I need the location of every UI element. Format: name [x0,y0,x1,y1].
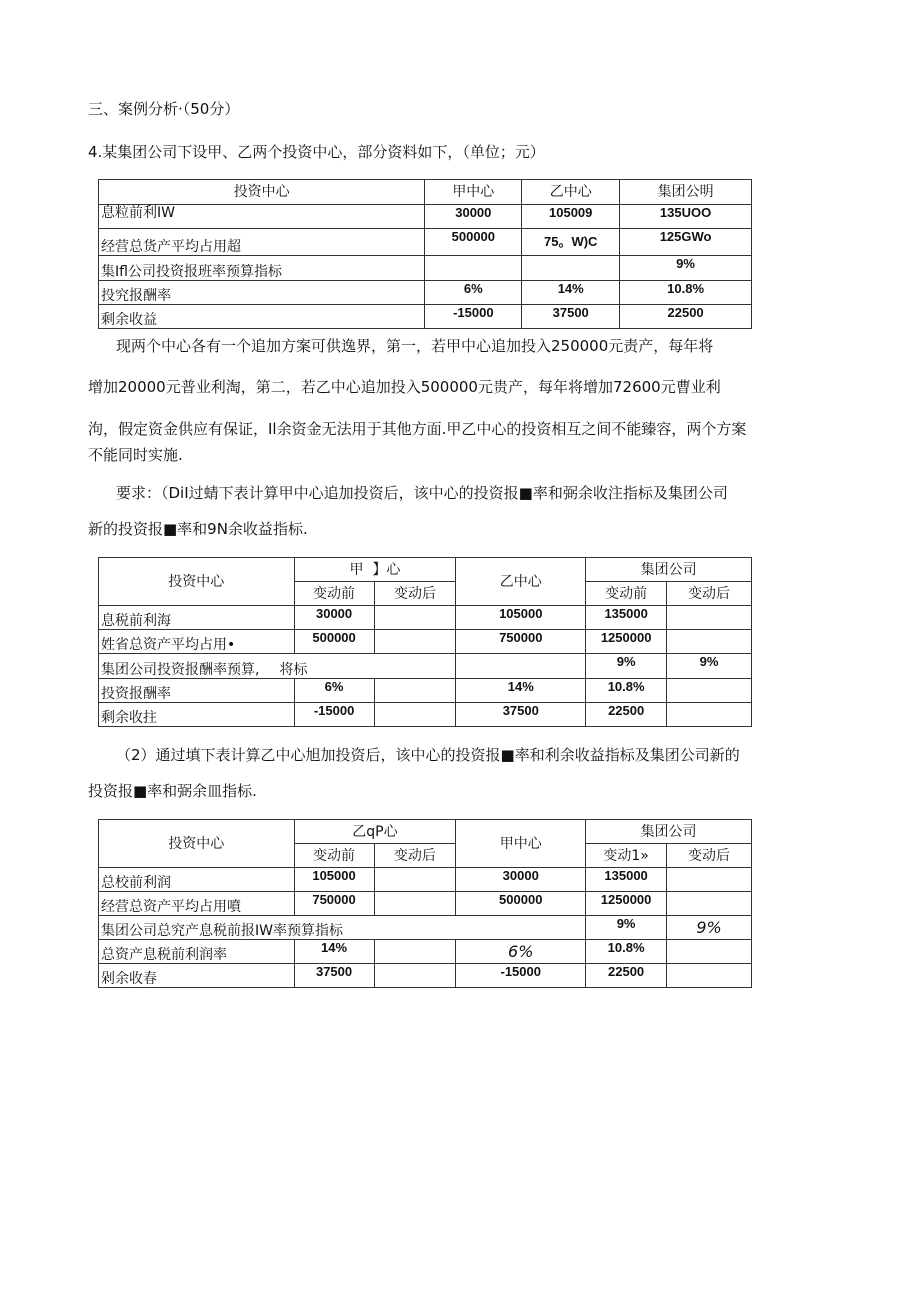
question-intro: 4.某集团公司下设甲、乙两个投资中心，部分资料如下，（单位；元） [88,143,545,161]
row-label: 投资报酬率 [99,679,295,703]
row-label: 剩余收益 [99,305,425,329]
header-cell: 投资中心 [99,180,425,205]
header-cell: 变动后 [667,844,752,868]
table-cell [425,256,522,281]
header-cell [294,558,456,582]
table-row [99,205,752,229]
table-cell: 30000 [425,205,522,229]
table-yi-investment [98,819,752,988]
header-cell: 集团公明 [620,180,752,205]
section-title: 三、案例分析·（50分） [88,100,240,118]
header-cell: 变动后 [374,844,456,868]
table-cell: 125GWo [620,229,752,256]
paragraph-line: 现两个中心各有一个追加方案可供逸界，第一，若甲中心追加投入250000元责产，每年将 [116,337,714,355]
table-cell [667,964,752,988]
table-row [99,703,752,727]
table-row [99,892,752,916]
table-header-row [99,180,752,205]
header-cell: 集团公司 [586,558,752,582]
requirement-line: 要求：（DiI过蜻下表计算甲中心追加投资后，该中心的投资报■率和弼余收注指标及集团公司 [116,484,728,502]
table-cell: 1250000 [586,892,667,916]
header-cell: 变动前 [294,582,374,606]
header-cell: 变动1» [586,844,667,868]
table-cell: 9% [586,916,667,940]
table-cell: 37500 [522,305,620,329]
table-cell: 135000 [586,606,667,630]
table-cell: 105000 [456,606,586,630]
table-cell: 10.8% [620,281,752,305]
row-label: 总校前利润 [99,868,295,892]
header-cell: 投资中心 [99,558,295,606]
table-cell [667,940,752,964]
table-cell [374,679,456,703]
requirement-line: （2）通过填下表计算乙中心旭加投资后，该中心的投资报■率和利余收益指标及集团公司新的 [116,746,740,764]
header-cell: 投资中心 [99,820,295,868]
table-cell: 500000 [294,630,374,654]
table-cell: 135UOO [620,205,752,229]
header-jia: 甲 [349,561,364,578]
table-cell: -15000 [294,703,374,727]
table-cell [374,940,456,964]
table-cell: 22500 [620,305,752,329]
table-row [99,940,752,964]
table-cell: 750000 [456,630,586,654]
table-row [99,916,752,940]
table-cell [374,703,456,727]
row-label: 剁余收春 [99,964,295,988]
row-label: 投究报酬率 [99,281,425,305]
requirement-line: 新的投资报■率和9N余收益指标. [88,520,308,538]
table-cell: 9% [667,916,752,940]
header-cell: 甲中心 [456,820,586,868]
table-row [99,281,752,305]
table-cell [667,679,752,703]
table-row [99,679,752,703]
header-cell: 乙中心 [522,180,620,205]
table-cell [374,964,456,988]
table-cell: 135000 [586,868,667,892]
table-row [99,630,752,654]
table-cell: 14% [522,281,620,305]
table-cell [456,654,586,679]
table-cell: 105009 [522,205,620,229]
table-cell: 1250000 [586,630,667,654]
table-cell: 6% [294,679,374,703]
header-cell: 甲中心 [425,180,522,205]
table-row [99,606,752,630]
table-cell [374,606,456,630]
table-cell: 10.8% [586,679,667,703]
table-jia-investment [98,557,752,727]
table-cell: 30000 [294,606,374,630]
header-cell: 集团公司 [586,820,752,844]
table-cell [667,606,752,630]
paragraph-line: 不能同时实施. [88,446,183,464]
table-cell: 9% [667,654,752,679]
table-cell [667,868,752,892]
row-label: 剩余收拄 [99,703,295,727]
row-label-text: 将标 [279,662,308,678]
row-label: 姓省总资产平均占用• [99,630,295,654]
table-row [99,229,752,256]
table-cell: 22500 [586,964,667,988]
requirement-line: 投资报■率和弼余皿指标. [88,782,257,800]
row-label: 息粒前利IW [99,205,425,229]
table-cell: -15000 [456,964,586,988]
row-label: 经营总资产平均占用噴 [99,892,295,916]
table-cell [667,630,752,654]
table-row [99,964,752,988]
row-label: 总资产息税前利润率 [99,940,295,964]
table-cell: 22500 [586,703,667,727]
table-cell: 500000 [456,892,586,916]
table-row [99,868,752,892]
paragraph-line: 泃，假定资金供应有保证，Il余资金无法用于其他方面.甲乙中心的投资相互之间不能臻容，两个方案 [88,420,747,438]
row-label-text: 集团公司投资报酬率预算, [101,662,260,678]
table-cell: 14% [456,679,586,703]
table-cell [667,892,752,916]
paragraph-line: 增加20000元普业利淘，第二，若乙中心追加投入500000元贵产，每年将增加72600元曹业利 [88,378,721,396]
table-header-row [99,558,752,582]
header-cell: 乙中心 [456,558,586,606]
table-cell [374,630,456,654]
table-cell: 75。W)C [522,229,620,256]
table-cell [522,256,620,281]
table-cell: 500000 [425,229,522,256]
table-cell [374,892,456,916]
table-cell: 9% [586,654,667,679]
header-cell: 乙qP心 [294,820,456,844]
row-label: 集团公司总究产息税前报IW率预算指标 [99,916,586,940]
table-cell: 750000 [294,892,374,916]
table-cell: 14% [294,940,374,964]
table-cell: 30000 [456,868,586,892]
row-label: 集Ifl公司投资报班率预算指标 [99,256,425,281]
table-row [99,654,752,679]
table-cell: 37500 [456,703,586,727]
table-cell: -15000 [425,305,522,329]
table-cell: 105000 [294,868,374,892]
table-cell: 37500 [294,964,374,988]
header-cell: 变动后 [374,582,456,606]
table-cell: 6% [456,940,586,964]
row-label: 经营总货产平均占用超 [99,229,425,256]
table-cell: 6% [425,281,522,305]
header-cell: 变动前 [294,844,374,868]
table-cell: 9% [620,256,752,281]
table-cell [374,868,456,892]
row-label: 息税前利海 [99,606,295,630]
table-row [99,256,752,281]
row-label [99,654,456,679]
table-row [99,305,752,329]
table-header-row [99,820,752,844]
table-cell: 10.8% [586,940,667,964]
header-cell: 变动前 [586,582,667,606]
table-cell [667,703,752,727]
header-cell: 变动后 [667,582,752,606]
header-jia-suffix: 】心 [372,561,401,578]
table-initial-data [98,179,752,329]
